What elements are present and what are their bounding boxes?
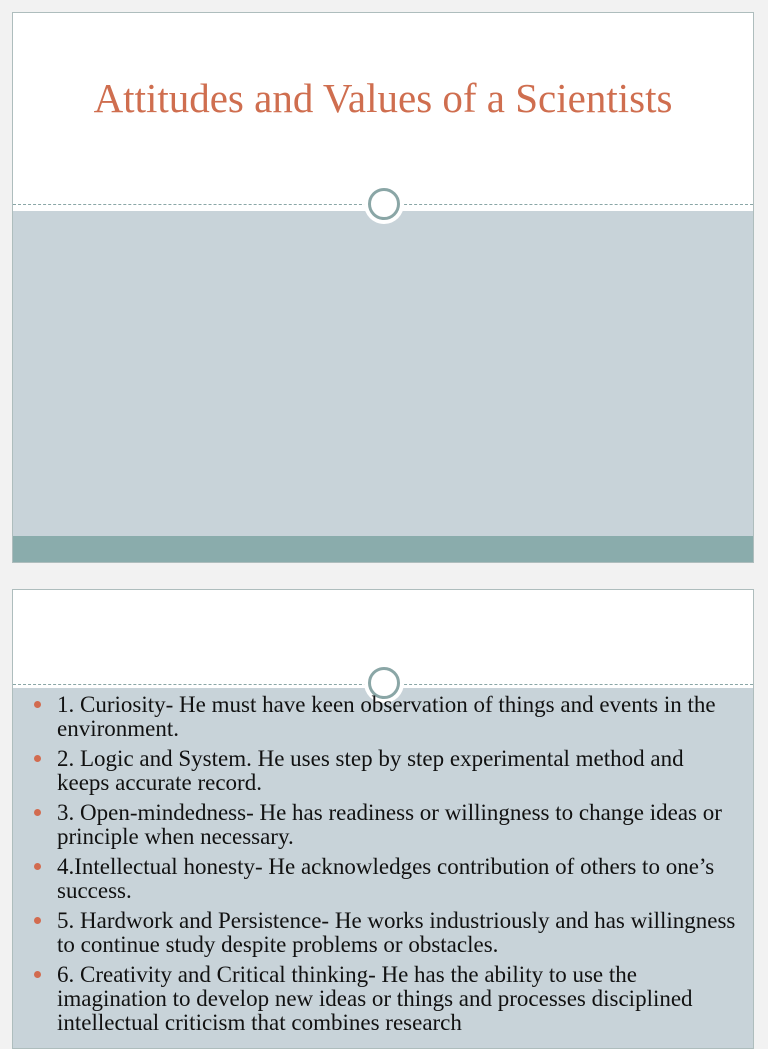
content-panel (13, 211, 753, 536)
bullet-item (33, 963, 739, 1035)
bullet-item (33, 801, 739, 849)
bullet-dot-icon (34, 701, 41, 708)
bullet-text: 1. Curiosity- He must have keen observation of things and events in the environment. (57, 692, 716, 741)
bullet-list (33, 693, 739, 1041)
bullet-item (33, 693, 739, 741)
bullet-item (33, 909, 739, 957)
bullet-dot-icon (34, 971, 41, 978)
bullet-dot-icon (34, 755, 41, 762)
footer-band (13, 536, 753, 562)
bullet-text: 2. Logic and System. He uses step by step experimental method and keeps accurate record. (57, 746, 684, 795)
bullet-dot-icon (34, 917, 41, 924)
ring-ornament-icon (364, 184, 404, 224)
bullet-item (33, 747, 739, 795)
content-slide (12, 589, 754, 1049)
bullet-dot-icon (34, 863, 41, 870)
bullet-text: 6. Creativity and Critical thinking- He has the ability to use the imagination to develop new ideas or things and processes disciplined intellectual criticism that combines research (57, 962, 693, 1035)
bullet-text: 4.Intellectual honesty- He acknowledges contribution of others to one’s success. (57, 854, 715, 903)
title-slide (12, 12, 754, 563)
bullet-item (33, 855, 739, 903)
bullet-text: 3. Open-mindedness- He has readiness or willingness to change ideas or principle when necessary. (57, 800, 722, 849)
bullet-dot-icon (34, 809, 41, 816)
bullet-text: 5. Hardwork and Persistence- He works industriously and has willingness to continue study despite problems or obstacles. (57, 908, 736, 957)
slide-title: Attitudes and Values of a Scientists (93, 75, 673, 121)
